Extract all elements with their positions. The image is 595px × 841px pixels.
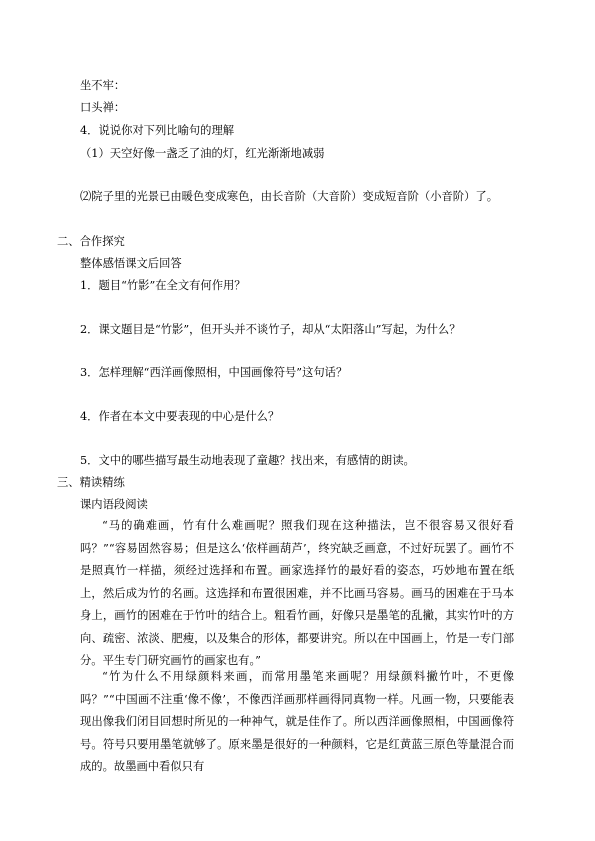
- question-4: 4．说说你对下列比喻句的理解: [80, 124, 235, 137]
- item-koutouchan: 口头禅：: [80, 101, 126, 114]
- reading-paragraph-2: “竹为什么不用绿颜料来画，而常用墨笔来画呢？用绿颜料撇竹叶，不更像吗？”“中国画不注重‘像不像’，不像西洋画那样画得同真物一样。凡画一物，只要能表现出像我们闭目回想时所见的一种神气，就是佳作了。所以西洋画像照相，中国画像符号。符号只要用墨笔就够了。原来墨是很好的一种颜料，它是红黄蓝三原色等量混合而成的。故墨画中看似只有: [80, 670, 514, 773]
- question-item: 3．怎样理解“西洋画像照相，中国画像符号”这句话？: [80, 366, 348, 379]
- question-4-2: ⑵院子里的光景已由暖色变成寒色，由长音阶（大音阶）变成短音阶（小音阶）了。: [80, 190, 498, 203]
- question-item: 1．题目“竹影”在全文有何作用？: [80, 279, 246, 292]
- reading-paragraph-1: “马的确难画，竹有什么难画呢？照我们现在这种描法，岂不很容易又很好看吗？”“容易固然容易；但是这么‘依样画葫芦’，终究缺乏画意，不过好玩罢了。画竹不是照真竹一样描，须经过选择和布置。画家选择竹的最好看的姿态，巧妙地布置在纸上，然后成为竹的名画。这选择和布置很困难，并不比画马容易。画马的困难在于马本身上，画竹的困难在于竹叶的结合上。粗看竹画，好像只是墨笔的乱撇，其实竹叶的方向、疏密、浓淡、肥瘦，以及集合的形体，都要讲究。所以在中国画上，竹是一专门部分。平生专门研究画竹的画家也有。”: [80, 519, 514, 667]
- question-4-1: （1）天空好像一盏乏了油的灯，红光渐渐地减弱: [80, 147, 325, 160]
- question-item: 4．作者在本文中要表现的中心是什么？: [80, 410, 280, 423]
- question-item: 5．文中的哪些描写最生动地表现了童趣？找出来，有感情的朗读。: [80, 454, 415, 467]
- section-intro: 整体感悟课文后回答: [80, 257, 182, 270]
- question-item: 2．课文题目是“竹影”，但开头并不谈竹子，却从“太阳落山”写起，为什么？: [80, 323, 461, 336]
- item-zuobulao: 坐不牢：: [80, 79, 126, 92]
- section-subheading: 课内语段阅读: [80, 498, 148, 511]
- section-heading-hezuo: 二、合作探究: [57, 235, 125, 248]
- section-heading-jingdu: 三、精读精练: [57, 476, 125, 489]
